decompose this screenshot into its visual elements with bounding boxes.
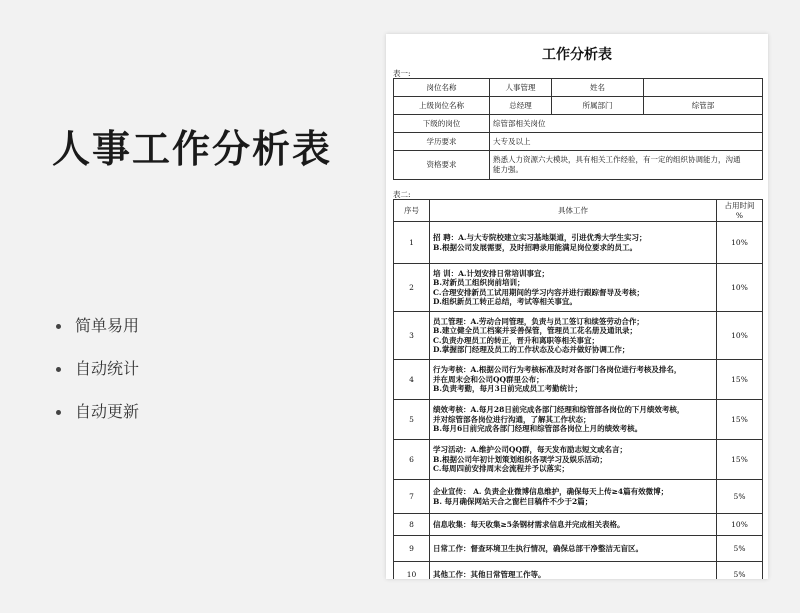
row-percent: 10%: [717, 222, 763, 264]
row-percent: 10%: [717, 312, 763, 360]
row-no: 4: [394, 360, 430, 400]
row-percent: 10%: [717, 264, 763, 312]
education-value: 大专及以上: [490, 133, 763, 151]
work-line: C.每周四前安排周末会流程并予以落实；: [433, 464, 569, 474]
superior-value: 总经理: [490, 97, 552, 115]
table-row: [394, 440, 763, 480]
table-row: [394, 264, 763, 312]
row-no: 3: [394, 312, 430, 360]
work-line: D.掌握部门经理及员工的工作状态及心态并做好协调工作；: [433, 345, 630, 354]
feature-label: 自动统计: [75, 359, 140, 378]
work-line: B.每月6日前完成各部门经理和综管部各岗位上月的绩效考核。: [433, 424, 643, 434]
education-label: 学历要求: [394, 133, 490, 151]
table-row: [394, 360, 763, 400]
row-no: 8: [394, 514, 430, 536]
work-line: B.根据公司年初计划策划组织各项学习及娱乐活动；: [433, 454, 607, 464]
header-time-line: 占用时间: [724, 201, 755, 210]
bullet-dot-icon: [56, 367, 61, 372]
row-work: [430, 400, 717, 440]
row-work: [430, 514, 717, 536]
row-no: 2: [394, 264, 430, 312]
table-row: [394, 536, 763, 562]
qualification-line: 熟悉人力资源六大模块，具有相关工作经验，有一定的组织协调能力，沟通: [493, 155, 741, 164]
table-row: [394, 133, 763, 151]
dept-label: 所属部门: [552, 97, 644, 115]
name-value: [644, 79, 763, 97]
header-time: [717, 200, 763, 222]
work-line: 绩效考核：A.每月28日前完成各部门经理和综管部各岗位的下月绩效考核，: [433, 405, 685, 415]
work-line: 行为考核：A.根据公司行为考核标准及时对各部门各岗位进行考核及排名，: [433, 365, 682, 375]
table-row: [394, 151, 763, 180]
table-row: [394, 400, 763, 440]
row-work: [430, 562, 717, 580]
work-line: C.合理安排新员工试用期间的学习内容并进行跟踪督导及考核；: [433, 287, 644, 297]
table-row: [394, 514, 763, 536]
work-line: D.组织新员工转正总结，考试等相关事宜。: [433, 297, 577, 306]
task-table: [393, 199, 763, 579]
work-line: 其他工作：其他日常管理工作等。: [433, 569, 546, 579]
work-line: 招 聘：A.与大专院校建立实习基地渠道，引进优秀大学生实习；: [433, 233, 647, 242]
bullet-dot-icon: [56, 410, 61, 415]
row-work: [430, 440, 717, 480]
work-line: 并在周末会和公司QQ群里公布；: [433, 374, 544, 384]
qualification-value: [490, 151, 763, 180]
row-work: [430, 480, 717, 514]
row-percent: 15%: [717, 360, 763, 400]
work-line: 培 训：A.计划安排日常培训事宜；: [433, 268, 550, 278]
feature-item: [56, 316, 139, 359]
work-line: 并对综管部各岗位进行沟通，了解其工作状态；: [433, 414, 591, 424]
row-percent: 10%: [717, 514, 763, 536]
row-no: 6: [394, 440, 430, 480]
bullet-dot-icon: [56, 324, 61, 329]
superior-label: 上级岗位名称: [394, 97, 490, 115]
row-percent: 5%: [717, 536, 763, 562]
row-work: [430, 312, 717, 360]
row-percent: 5%: [717, 480, 763, 514]
work-line: B.建立健全员工档案并妥善保管，管理员工花名册及通讯录；: [433, 326, 637, 335]
work-line: 学习活动：A.维护公司QQ群，每天发布励志短文或名言；: [433, 445, 627, 455]
header-no: 序号: [394, 200, 430, 222]
feature-list: [56, 316, 139, 445]
work-line: 信息收集：每天收集≥5条钢材需求信息并完成相关表格。: [433, 519, 625, 529]
work-line: B. 每月确保网站天合之窗栏目稿件不少于2篇；: [433, 496, 593, 506]
table-row: [394, 97, 763, 115]
header-work: 具体工作: [430, 200, 717, 222]
row-work: [430, 222, 717, 264]
table-row: [394, 222, 763, 264]
row-no: 7: [394, 480, 430, 514]
table-row: [394, 562, 763, 580]
table-row: [394, 79, 763, 97]
table-row: [394, 480, 763, 514]
row-percent: 15%: [717, 440, 763, 480]
table-header-row: [394, 200, 763, 222]
qualification-line: 能力强。: [493, 165, 523, 174]
work-line: C.负责办理员工的转正，晋升和离职等相关事宜；: [433, 335, 599, 345]
post-name-label: 岗位名称: [394, 79, 490, 97]
work-line: 员工管理：A.劳动合同管理，负责与员工签订和续签劳动合作；: [433, 316, 644, 326]
row-work: [430, 536, 717, 562]
row-no: 5: [394, 400, 430, 440]
qualification-label: 资格要求: [394, 151, 490, 180]
work-line: B.负责考勤，每月3日前完成员工考勤统计；: [433, 384, 583, 394]
subordinate-label: 下级的岗位: [394, 115, 490, 133]
row-work: [430, 264, 717, 312]
name-label: 姓名: [552, 79, 644, 97]
header-time-line: %: [735, 210, 744, 220]
post-name-value: 人事管理: [490, 79, 552, 97]
row-no: 1: [394, 222, 430, 264]
feature-label: 自动更新: [75, 402, 140, 421]
table2-tag: 表二:: [393, 190, 411, 199]
feature-item: [56, 402, 139, 445]
subordinate-value: 综管部相关岗位: [490, 115, 763, 133]
document-preview: [386, 34, 768, 579]
sheet-title: 工作分析表: [542, 47, 612, 63]
work-line: 日常工作：督查环境卫生执行情况，确保总部干净整洁无盲区。: [433, 543, 643, 553]
work-line: B.对新员工组织岗前培训；: [433, 278, 525, 287]
feature-item: [56, 359, 139, 402]
row-no: 10: [394, 562, 430, 580]
row-percent: 5%: [717, 562, 763, 580]
work-line: B.根据公司发展需要，及时招聘录用能满足岗位要求的员工。: [433, 242, 637, 252]
table-row: [394, 115, 763, 133]
job-info-table: [393, 78, 763, 180]
feature-label: 简单易用: [75, 316, 140, 335]
row-percent: 15%: [717, 400, 763, 440]
row-work: [430, 360, 717, 400]
row-no: 9: [394, 536, 430, 562]
table-row: [394, 312, 763, 360]
dept-value: 综管部: [644, 97, 763, 115]
table1-tag: 表一:: [393, 69, 411, 78]
work-line: 企业宣传： A. 负责企业微博信息维护，确保每天上传≥4篇有效微博；: [433, 487, 669, 496]
hero-title: 人事工作分析表: [52, 127, 333, 171]
